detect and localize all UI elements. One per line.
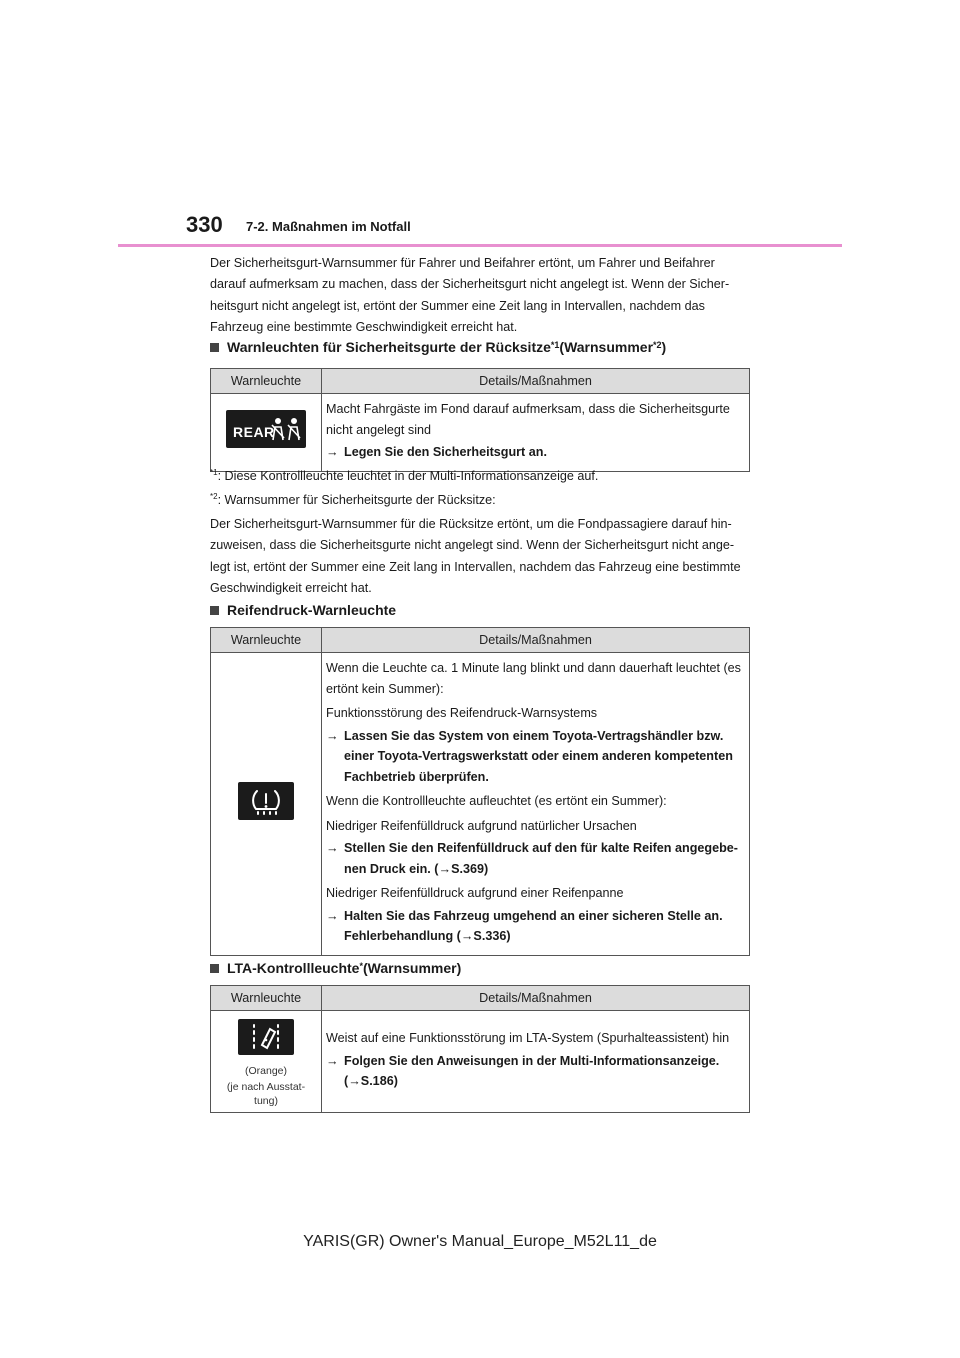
lta-table xyxy=(210,985,750,1113)
col-header-details: Details/Maßnahmen xyxy=(322,628,750,653)
heading-text: Reifendruck-Warnleuchte xyxy=(227,602,397,618)
icon-cell xyxy=(211,394,322,472)
condition-text-1: Wenn die Leuchte ca. 1 Minute lang blinkt und dann dauerhaft leuchtet (es ertönt kein Summer): xyxy=(326,661,741,696)
arrow-right-icon: → xyxy=(326,908,339,923)
action-text: Stellen Sie den Reifenfülldruck auf den für kalte Reifen angegebe-nen Druck ein. (→S.369) xyxy=(344,841,738,876)
cause-text-2: Niedriger Reifenfülldruck aufgrund natürlicher Ursachen xyxy=(326,818,637,833)
lane-tracing-assist-icon xyxy=(238,1019,294,1055)
table-row xyxy=(211,653,750,956)
heading-text-a: LTA-Kontrollleuchte xyxy=(227,960,360,976)
arrow-right-icon: → xyxy=(326,841,339,855)
tire-pressure-warning-icon xyxy=(238,782,294,820)
bullet-square-icon xyxy=(210,343,219,352)
icon-cell xyxy=(211,653,322,956)
icon-cell xyxy=(211,1011,322,1113)
desc-text: Macht Fahrgäste im Fond darauf aufmerksam, dass die Sicherheitsgurte nicht angelegt sind xyxy=(326,402,730,437)
action-item xyxy=(326,906,745,947)
col-header-warnleuchte: Warnleuchte xyxy=(211,628,322,653)
footnote-2 xyxy=(210,492,496,507)
table-header-row xyxy=(211,986,750,1011)
bullet-square-icon xyxy=(210,606,219,615)
page-number: 330 xyxy=(186,212,223,237)
table-header-row xyxy=(211,628,750,653)
icon-caption-equipment: (je nach Ausstat-tung) xyxy=(226,1080,306,1107)
section-title: 7-2. Maßnahmen im Notfall xyxy=(246,219,411,234)
action-text: Legen Sie den Sicherheitsgurt an. xyxy=(344,445,547,459)
col-header-warnleuchte: Warnleuchte xyxy=(211,369,322,394)
footnote-2-mark: *2 xyxy=(210,492,218,501)
footnote-1-text: : Diese Kontrollleuchte leuchtet in der Multi-Informationsanzeige auf. xyxy=(217,469,599,484)
action-item xyxy=(326,1051,745,1092)
heading-lta xyxy=(210,960,461,976)
heading-sup1: *1 xyxy=(550,340,560,350)
intro-paragraph: Der Sicherheitsgurt-Warnsummer für Fahrer und Beifahrer ertönt, um Fahrer und Beifahrer darauf aufmerksam zu machen, dass der Sicherheitsgurt nicht angelegt ist. Wenn der Sicher-heitsgurt nicht angelegt ist, ertönt der Summer eine Zeit lang in Intervallen, nachdem das Fahrzeug eine bestimmte Geschwindigkeit erreicht hat. xyxy=(210,256,730,335)
rear-buzzer-paragraph: Der Sicherheitsgurt-Warnsummer für die Rücksitze ertönt, um die Fondpassagiere darauf hin-zuweisen, dass die Sicherheitsgurte nicht angelegt sind. Wenn der Sicherheitsgurt nicht ange-legt ist, ertönt der Summer eine Zeit lang in Intervallen, nachdem das Fahrzeug eine bestimmte Geschwindigkeit erreicht hat. xyxy=(210,517,741,596)
header-rule xyxy=(118,244,842,247)
bullet-square-icon xyxy=(210,964,219,973)
arrow-right-icon: → xyxy=(326,728,339,743)
rear-seatbelt-warning-icon xyxy=(226,410,306,448)
tire-pressure-table xyxy=(210,627,750,956)
col-header-warnleuchte: Warnleuchte xyxy=(211,986,322,1011)
heading-text-a: Warnleuchten für Sicherheitsgurte der Rücksitze xyxy=(227,339,551,355)
desc-text: Weist auf eine Funktionsstörung im LTA-System (Spurhalteassistent) hin xyxy=(326,1031,730,1045)
heading-sup: * xyxy=(359,961,363,971)
heading-text-b: (Warnsummer) xyxy=(362,960,462,976)
arrow-right-icon: → xyxy=(326,445,339,459)
footer-manual-id: YARIS(GR) Owner's Manual_Europe_M52L11_de xyxy=(303,1233,657,1250)
action-text: Halten Sie das Fahrzeug umgehend an einer sicheren Stelle an. Fehlerbehandlung (→S.336) xyxy=(344,908,723,943)
details-cell xyxy=(322,653,750,956)
details-cell xyxy=(322,1011,750,1113)
cause-text-1: Funktionsstörung des Reifendruck-Warnsystems xyxy=(326,706,598,720)
action-item xyxy=(326,726,745,788)
rear-seatbelt-table xyxy=(210,368,750,472)
heading-tire-pressure xyxy=(210,602,396,618)
heading-text-c: ) xyxy=(661,339,667,355)
condition-text-2: Wenn die Kontrollleuchte aufleuchtet (es ertönt ein Summer): xyxy=(326,794,667,808)
col-header-details: Details/Maßnahmen xyxy=(322,369,750,394)
col-header-details: Details/Maßnahmen xyxy=(322,986,750,1011)
footnote-1 xyxy=(210,468,598,483)
heading-sup2: *2 xyxy=(653,340,662,350)
footnote-1-mark: *1 xyxy=(210,468,218,477)
heading-text-b: (Warnsummer xyxy=(559,339,654,355)
icon-caption-color: (Orange) xyxy=(244,1064,287,1077)
table-header-row xyxy=(211,369,750,394)
action-text: Folgen Sie den Anweisungen in der Multi-Informationsanzeige. (→S.186) xyxy=(344,1053,720,1088)
cause-text-3: Niedriger Reifenfülldruck aufgrund einer Reifenpanne xyxy=(326,886,624,900)
table-row xyxy=(211,394,750,472)
action-item xyxy=(326,838,745,879)
details-cell xyxy=(322,394,750,472)
action-item xyxy=(326,442,745,463)
table-row xyxy=(211,1011,750,1113)
arrow-right-icon: → xyxy=(326,1053,339,1068)
footnote-2-text: : Warnsummer für Sicherheitsgurte der Rücksitze: xyxy=(217,493,496,508)
rear-icon-text: REAR xyxy=(233,424,275,440)
action-text: Lassen Sie das System von einem Toyota-Vertragshändler bzw. einer Toyota-Vertragswerkstatt oder einem anderen kompetenten Fachbetrieb überprüfen. xyxy=(344,728,733,784)
heading-rear-seatbelt xyxy=(210,339,666,355)
